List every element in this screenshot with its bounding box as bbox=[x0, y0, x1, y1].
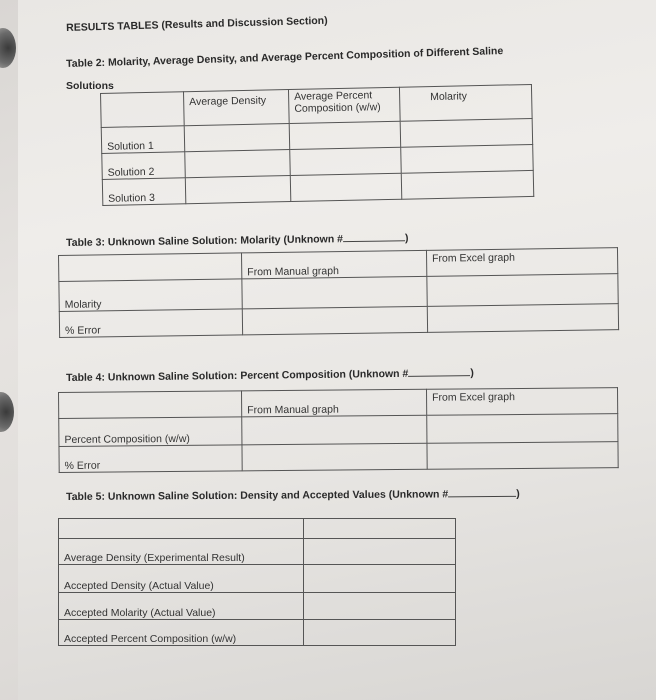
table5-cell[interactable] bbox=[304, 593, 456, 620]
table2-row-label: Solution 2 bbox=[102, 152, 186, 180]
binder-hole-bottom bbox=[0, 392, 14, 432]
table3-cell[interactable] bbox=[242, 276, 427, 309]
table2-cell[interactable] bbox=[290, 173, 402, 201]
table4-row-label: % Error bbox=[59, 445, 242, 473]
table2-header-corner bbox=[101, 92, 185, 128]
table5 bbox=[58, 518, 456, 646]
table5-cell[interactable] bbox=[304, 620, 456, 646]
table4-cell[interactable] bbox=[427, 442, 618, 470]
section-title: RESULTS TABLES (Results and Discussion Section) bbox=[66, 14, 328, 34]
table3-cell[interactable] bbox=[427, 304, 618, 333]
table3 bbox=[58, 247, 619, 338]
table5-row-label: Accepted Density (Actual Value) bbox=[59, 565, 304, 593]
table3-header-manual: From Manual graph bbox=[241, 250, 426, 279]
table4-cell[interactable] bbox=[427, 414, 618, 444]
table4-header-manual: From Manual graph bbox=[241, 389, 426, 417]
table5-caption-close: ) bbox=[516, 487, 520, 500]
binder-hole-top bbox=[0, 28, 16, 68]
table4 bbox=[58, 387, 619, 473]
unknown-number-blank[interactable] bbox=[408, 375, 470, 377]
table2-cell[interactable] bbox=[185, 150, 291, 178]
table2-header-percent: Average Percent Composition (w/w) bbox=[288, 87, 400, 123]
table2 bbox=[100, 84, 534, 206]
table3-row-label: Molarity bbox=[59, 279, 242, 312]
table4-row-label: Percent Composition (w/w) bbox=[59, 417, 242, 447]
table2-cell[interactable] bbox=[401, 144, 534, 173]
table5-row-label: Accepted Percent Composition (w/w) bbox=[59, 620, 304, 646]
table3-header-corner bbox=[59, 253, 242, 282]
table5-row-label: Accepted Molarity (Actual Value) bbox=[59, 593, 304, 620]
table4-header-corner bbox=[59, 391, 242, 419]
table5-header-value bbox=[304, 519, 456, 539]
table3-caption-close: ) bbox=[404, 232, 409, 245]
table-row bbox=[59, 565, 456, 593]
table3-header-excel: From Excel graph bbox=[426, 248, 617, 277]
table3-cell[interactable] bbox=[427, 274, 618, 307]
table2-row-label: Solution 3 bbox=[102, 178, 186, 206]
table-row bbox=[59, 593, 456, 620]
unknown-number-blank[interactable] bbox=[343, 240, 405, 242]
table5-header-row bbox=[59, 519, 456, 539]
table4-cell[interactable] bbox=[242, 443, 427, 471]
table3-row-label: % Error bbox=[59, 309, 242, 338]
table3-caption-text: Table 3: Unknown Saline Solution: Molarity (Unknown # bbox=[66, 233, 344, 249]
table2-caption-continued: Solutions bbox=[66, 80, 114, 92]
table4-caption-close: ) bbox=[470, 367, 474, 380]
table2-caption: Table 2: Molarity, Average Density, and Average Percent Composition of Different Saline bbox=[66, 45, 504, 70]
table2-cell[interactable] bbox=[185, 176, 291, 204]
table5-cell[interactable] bbox=[304, 565, 456, 593]
table2-cell[interactable] bbox=[184, 124, 290, 152]
table-row bbox=[59, 442, 618, 473]
table-row bbox=[59, 539, 456, 565]
table4-cell[interactable] bbox=[242, 415, 427, 445]
table3-cell[interactable] bbox=[242, 306, 427, 335]
table5-row-label: Average Density (Experimental Result) bbox=[59, 539, 304, 565]
table-row bbox=[59, 620, 456, 646]
table5-caption-text: Table 5: Unknown Saline Solution: Density and Accepted Values (Unknown # bbox=[66, 488, 449, 503]
table4-caption-text: Table 4: Unknown Saline Solution: Percent Composition (Unknown # bbox=[66, 367, 409, 384]
table2-cell[interactable] bbox=[289, 121, 401, 149]
table2-header-molarity: Molarity bbox=[399, 84, 532, 121]
table5-cell[interactable] bbox=[304, 539, 456, 565]
table2-cell[interactable] bbox=[401, 170, 534, 199]
table4-header-excel: From Excel graph bbox=[426, 388, 617, 416]
table2-header-density: Average Density bbox=[183, 90, 289, 126]
table5-header-blank bbox=[59, 519, 304, 539]
table2-row-label: Solution 1 bbox=[101, 126, 185, 154]
table2-cell[interactable] bbox=[290, 147, 402, 175]
table2-cell[interactable] bbox=[400, 118, 533, 147]
unknown-number-blank[interactable] bbox=[448, 496, 516, 497]
